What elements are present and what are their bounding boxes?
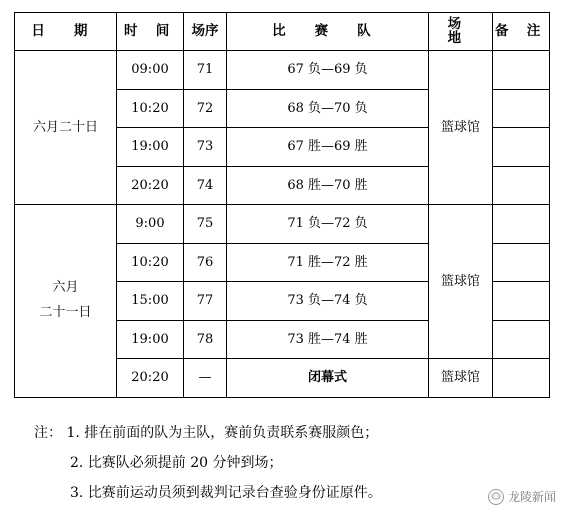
order-cell: 75 <box>184 205 227 244</box>
closing-ceremony-cell: 闭幕式 <box>227 359 429 398</box>
remarks-cell <box>493 320 550 359</box>
teams-cell: 67 负—69 负 <box>227 51 429 90</box>
time-cell: 10:20 <box>117 243 184 282</box>
header-order: 场序 <box>184 13 227 51</box>
header-row <box>15 13 550 51</box>
time-cell: 20:20 <box>117 359 184 398</box>
remarks-cell <box>493 243 550 282</box>
order-cell: 74 <box>184 166 227 205</box>
time-cell: 9:00 <box>117 205 184 244</box>
time-cell: 10:20 <box>117 89 184 128</box>
time-cell: 20:20 <box>117 166 184 205</box>
header-teams: 比 赛 队 <box>227 13 429 51</box>
teams-cell: 68 胜—70 胜 <box>227 166 429 205</box>
order-cell: 77 <box>184 282 227 321</box>
time-cell: 09:00 <box>117 51 184 90</box>
day2-date-line1: 六月 <box>52 280 79 296</box>
day1-venue-cell: 篮球馆 <box>429 51 493 205</box>
day2-date-line2: 二十一日 <box>39 304 92 320</box>
teams-cell: 67 胜—69 胜 <box>227 128 429 167</box>
header-time: 时 间 <box>117 13 184 51</box>
note-item: 1. 排在前面的队为主队，赛前负责联系赛服颜色； <box>66 425 379 441</box>
day2-date-cell <box>15 205 117 398</box>
order-cell: 72 <box>184 89 227 128</box>
watermark <box>488 488 556 505</box>
header-remarks: 备 注 <box>493 13 550 51</box>
teams-cell: 71 胜—72 胜 <box>227 243 429 282</box>
remarks-cell <box>493 51 550 90</box>
note-item: 3. 比赛前运动员须到裁判记录台查验身份证原件。 <box>70 485 382 501</box>
day2-venue-cell: 篮球馆 <box>429 205 493 359</box>
remarks-cell <box>493 205 550 244</box>
order-cell: — <box>184 359 227 398</box>
closing-venue-cell: 篮球馆 <box>429 359 493 398</box>
table-row <box>15 51 550 90</box>
note-line-1 <box>34 418 554 448</box>
watermark-text: 龙陵新闻 <box>507 490 556 504</box>
day1-date-cell: 六月二十日 <box>15 51 117 205</box>
time-cell: 19:00 <box>117 320 184 359</box>
remarks-cell <box>493 128 550 167</box>
time-cell: 15:00 <box>117 282 184 321</box>
teams-cell: 71 负—72 负 <box>227 205 429 244</box>
header-date: 日 期 <box>15 13 117 51</box>
chat-bubble-icon <box>488 489 504 505</box>
note-line-3 <box>34 478 554 508</box>
teams-cell: 68 负—70 负 <box>227 89 429 128</box>
teams-cell: 73 负—74 负 <box>227 282 429 321</box>
order-cell: 78 <box>184 320 227 359</box>
chat-bubble-icon-graphic <box>491 492 501 501</box>
time-cell: 19:00 <box>117 128 184 167</box>
note-item: 2. 比赛队必须提前 20 分钟到场； <box>70 455 283 471</box>
remarks-cell <box>493 359 550 398</box>
notes-section <box>34 418 554 508</box>
remarks-cell <box>493 282 550 321</box>
remarks-cell <box>493 166 550 205</box>
teams-cell: 73 胜—74 胜 <box>227 320 429 359</box>
table-row <box>15 205 550 244</box>
schedule-table <box>14 12 550 398</box>
header-venue: 场 地 <box>429 13 493 51</box>
remarks-cell <box>493 89 550 128</box>
order-cell: 73 <box>184 128 227 167</box>
order-cell: 71 <box>184 51 227 90</box>
notes-prefix: 注： <box>34 425 62 441</box>
note-line-2 <box>34 448 554 478</box>
order-cell: 76 <box>184 243 227 282</box>
